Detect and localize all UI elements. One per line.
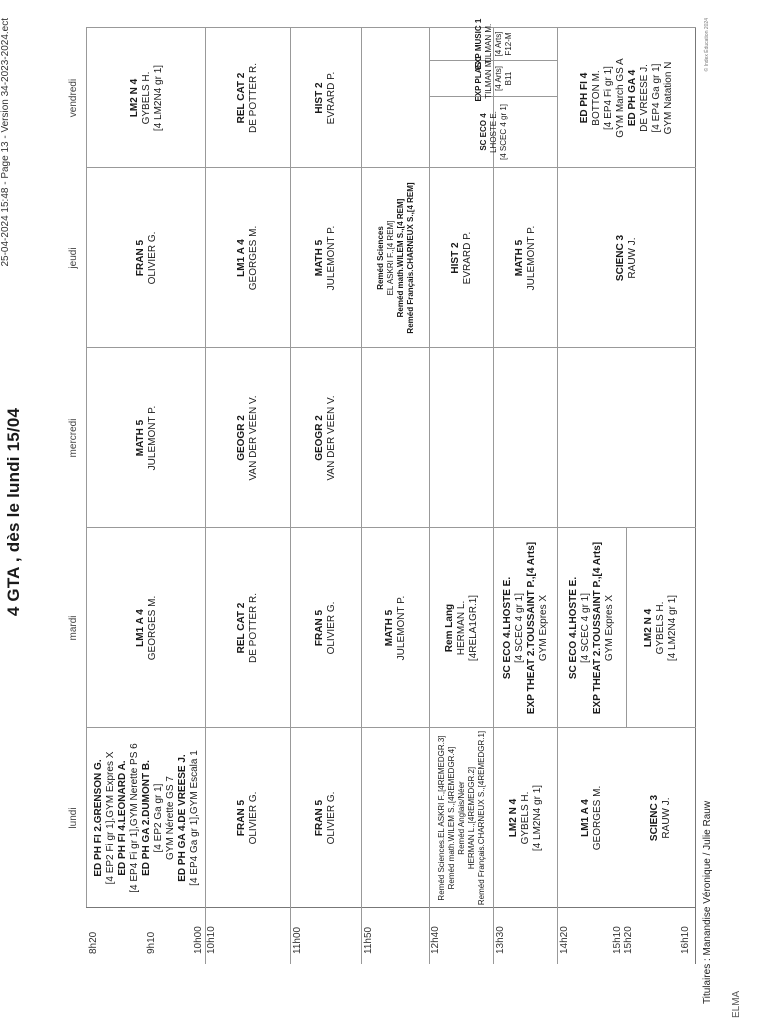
day-header-vendredi: vendredi [68, 78, 79, 118]
lesson-line: LM2 N 4 [643, 608, 654, 648]
lesson-line: FRAN 5 [314, 799, 325, 837]
lesson-line: [4 EP4 Fi gr 1],GYM Nerette PS 6 [128, 743, 140, 893]
lesson-line: Reméd math.WILEM S.,[4REMEDGR.4] [446, 746, 456, 890]
lesson-line: GYBELS H. [519, 791, 531, 845]
lesson-line: EXP THEAT 2.TOUSSAINT P.,[4 Arts] [525, 541, 537, 715]
lesson-line: EVRARD P. [326, 71, 337, 125]
lesson-line: GEORGES M. [248, 225, 259, 291]
lesson-line: Reméd Anglais/Néer [456, 781, 466, 855]
lesson-cell[interactable] [291, 349, 361, 527]
lesson-line: [4 EP4 Ga gr 1] [650, 63, 662, 133]
lesson-line: HERMAN L. [455, 600, 467, 656]
lesson-line: ED PH FI 4 [578, 72, 590, 124]
lesson-line: TILMAN M. [483, 23, 493, 65]
lesson-line: GYBELS H. [140, 71, 152, 125]
lesson-line: F12-M [503, 32, 513, 56]
lesson-cell[interactable] [558, 729, 626, 907]
lesson-line: REL CAT 2 [236, 602, 247, 654]
lesson-cell[interactable] [362, 169, 429, 347]
lesson-cell[interactable] [88, 529, 205, 727]
lesson-line: OLIVIER G. [326, 791, 337, 845]
lesson-line: MATH 5 [314, 239, 325, 277]
lesson-line: MATH 5 [134, 419, 146, 457]
lesson-cell[interactable] [494, 729, 557, 907]
lesson-line: JULEMONT P. [395, 595, 407, 661]
lesson-line: RAUW J. [661, 797, 672, 839]
time-label: 10h00 [193, 926, 204, 954]
day-header-mercredi: mercredi [68, 418, 79, 458]
lesson-line: GYM March GS A [614, 58, 626, 138]
lesson-line: HIST 2 [314, 82, 325, 114]
lesson-line: SC ECO 4 [478, 113, 488, 151]
lesson-line: GYM Natation N [662, 61, 674, 135]
lesson-line: ED PH GA 4.DE VREESE J. [176, 754, 188, 882]
lesson-line: LM2 N 4 [507, 798, 519, 838]
lesson-line: Reméd Sciences [375, 226, 385, 290]
lesson-line: [4 Arts] [493, 66, 503, 91]
lesson-line: GEORGES M. [146, 595, 158, 661]
lesson-line: [4 EP4 Fi gr 1] [602, 66, 614, 130]
lesson-line: EXP THEAT 2.TOUSSAINT P.,[4 Arts] [592, 541, 603, 715]
lesson-line: FRAN 5 [314, 609, 325, 647]
lesson-line: GYM Expres X [537, 594, 549, 662]
lesson-line: [4 EP2 Fi gr 1],GYM Expres X [104, 751, 116, 885]
lesson-line: OLIVIER G. [326, 601, 337, 655]
lesson-cell[interactable] [627, 529, 695, 727]
lesson-line: Reméd Français.CHARNEUX S.,[4 REM] [405, 182, 415, 334]
lesson-line: Reméd math.WILEM S.,[4 REM] [395, 198, 405, 318]
time-label: 11h00 [292, 926, 303, 954]
lesson-line: OLIVIER G. [248, 791, 259, 845]
page-title: 4 GTA , dès le lundi 15/04 [4, 407, 23, 617]
titulaires-line: Titulaires : Manandise Véronique / Julie Rauw [702, 800, 713, 1004]
lesson-line: LM1 A 4 [134, 609, 146, 647]
copyright-note: © Index Éducation 2024 [704, 18, 710, 72]
lesson-line: SC ECO 4.LHOSTE E. [568, 576, 579, 680]
time-label: 16h10 [680, 926, 691, 954]
lesson-cell[interactable] [206, 29, 290, 167]
lesson-line: FRAN 5 [236, 799, 247, 837]
lesson-cell[interactable] [291, 169, 361, 347]
lesson-line: ED PH GA 2.DUMONT B. [140, 760, 152, 876]
lesson-cell[interactable] [558, 169, 695, 347]
lesson-line: Reméd Sciences.EL ASKRI F.,[4REMEDGR.3] [436, 735, 446, 901]
lesson-line: EL ASKRI F.,[4 REM] [385, 220, 395, 296]
lesson-cell[interactable] [627, 729, 695, 907]
lesson-cell[interactable] [291, 29, 361, 167]
lesson-line: [4 LM2N4 gr 1] [667, 594, 678, 662]
lesson-line: ED PH FI 2.GRENSON G. [92, 759, 104, 877]
lesson-line: Reméd Français.CHARNEUX S.,[4REMEDGR.1] [476, 730, 486, 906]
lesson-line: [4 LM2N4 gr 1] [152, 64, 164, 132]
lesson-line: [4 SCEC 4 gr 1] [580, 592, 591, 664]
lesson-line: [4 Arts] [493, 31, 503, 57]
lesson-cell[interactable] [558, 29, 695, 167]
lesson-cell[interactable] [494, 169, 557, 347]
time-label: 11h50 [363, 926, 374, 954]
time-label: 12h40 [430, 926, 441, 954]
lesson-line: VAN DER VEEN V. [248, 395, 259, 481]
lesson-line: SCIENC 3 [614, 234, 626, 282]
lesson-line: [4 SCEC 4 gr 1] [498, 103, 508, 161]
lesson-line: LM1 A 4 [580, 799, 591, 837]
lesson-line: GYM Expres X [604, 594, 615, 662]
time-label: 10h10 [206, 926, 217, 954]
lesson-line: REL CAT 2 [236, 72, 247, 124]
time-label: 15h10 [612, 926, 623, 954]
lesson-line: Rem Lang [443, 603, 455, 653]
lesson-cell[interactable] [88, 349, 205, 527]
lesson-line: GEORGES M. [592, 785, 603, 851]
print-timestamp: 25-04-2024 15:48 - Page 13 - Version 34-2023-2024.ect [0, 18, 11, 267]
lesson-cell[interactable] [558, 529, 626, 727]
lesson-line: ED PH FI 4.LEONARD A. [116, 760, 128, 876]
lesson-cell[interactable] [206, 169, 290, 347]
lesson-line: OLIVIER G. [146, 231, 158, 285]
day-header-jeudi: jeudi [68, 247, 79, 269]
lesson-line: [4 EP4 Ga gr 1],GYM Escala 1 [188, 750, 200, 886]
lesson-line: RAUW J. [626, 237, 638, 279]
time-label: 8h20 [88, 931, 99, 954]
lesson-line: VAN DER VEEN V. [326, 395, 337, 481]
lesson-line: DE POTTER R. [248, 593, 259, 664]
lesson-line: LM2 N 4 [128, 78, 140, 118]
day-header-mardi: mardi [68, 615, 79, 641]
lesson-cell[interactable] [291, 729, 361, 907]
time-label: 9h10 [146, 931, 157, 954]
lesson-line: B11 [503, 71, 513, 86]
lesson-line: DE VREESE J. [638, 64, 650, 132]
lesson-cell[interactable] [206, 349, 290, 527]
lesson-cell[interactable] [430, 55, 557, 102]
lesson-cell[interactable] [88, 729, 205, 907]
lesson-cell[interactable] [430, 97, 557, 167]
lesson-line: SC ECO 4.LHOSTE E. [501, 576, 513, 680]
lesson-line: GYM Nérette GS 7 [164, 776, 176, 860]
lesson-line: GEOGR 2 [314, 415, 325, 461]
lesson-line: LHOSTE E. [488, 111, 498, 153]
lesson-line: GEOGR 2 [236, 415, 247, 461]
lesson-line: GYBELS H. [655, 601, 666, 655]
lesson-line: SCIENC 3 [649, 794, 660, 842]
lesson-line: [4 SCEC 4 gr 1] [513, 592, 525, 664]
lesson-line: JULEMONT P. [525, 225, 537, 291]
lesson-cell[interactable] [88, 169, 205, 347]
lesson-line: [4 EP2 Ga gr 1] [152, 783, 164, 853]
lesson-line: BOTTON M. [590, 70, 602, 126]
lesson-cell[interactable] [206, 529, 290, 727]
lesson-line: TILMAN M. [483, 58, 493, 99]
lesson-cell[interactable] [206, 729, 290, 907]
day-header-lundi: lundi [68, 807, 79, 829]
lesson-cell[interactable] [291, 529, 361, 727]
lesson-cell[interactable] [362, 529, 429, 727]
lesson-line: HERMAN L.,[4REMEDGR.2] [466, 766, 476, 870]
lesson-line: HIST 2 [449, 242, 461, 274]
lesson-cell[interactable] [430, 729, 493, 907]
time-label: 15h20 [623, 926, 634, 954]
time-label: 13h30 [495, 926, 506, 954]
lesson-line: EXP MUSIC 1 [473, 18, 483, 70]
lesson-line: ED PH GA 4 [626, 69, 638, 127]
lesson-line: EXP PLAS 1 [473, 55, 483, 102]
lesson-line: FRAN 5 [134, 239, 146, 277]
lesson-line: [4 LM2N4 gr 1] [531, 784, 543, 852]
lesson-cell[interactable] [88, 29, 205, 167]
lesson-cell[interactable] [430, 529, 493, 727]
time-label: 14h20 [559, 926, 570, 954]
lesson-line: [4RELA1GR.1] [467, 594, 479, 662]
lesson-line: DE POTTER R. [248, 63, 259, 134]
lesson-line: LM1 A 4 [236, 239, 247, 277]
lesson-cell[interactable] [430, 169, 493, 347]
lesson-line: JULEMONT P. [326, 225, 337, 291]
lesson-line: EVRARD P. [461, 231, 473, 285]
lesson-cell[interactable] [494, 529, 557, 727]
lesson-cell[interactable] [430, 18, 557, 70]
lesson-line: MATH 5 [383, 609, 395, 647]
lesson-line: MATH 5 [513, 239, 525, 277]
lesson-line: JULEMONT P. [146, 405, 158, 471]
school-code: ELMA [731, 990, 742, 1018]
